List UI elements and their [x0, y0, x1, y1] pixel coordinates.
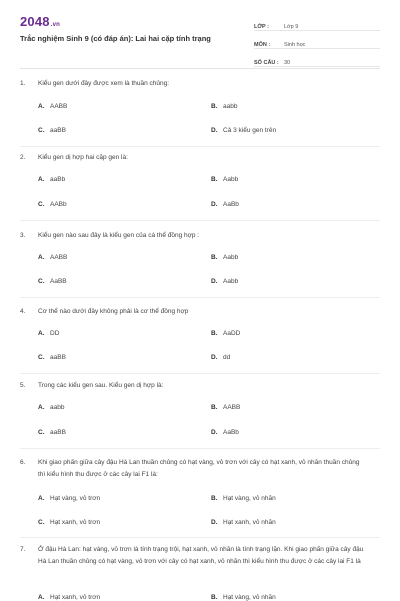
- option-letter: B.: [211, 404, 218, 411]
- option-c[interactable]: [38, 354, 66, 361]
- option-letter: C.: [38, 354, 45, 361]
- option-text: Aabb: [223, 254, 239, 261]
- question-text: [20, 230, 365, 242]
- question-divider: [20, 297, 380, 298]
- option-letter: A.: [38, 176, 45, 183]
- option-text: aabb: [50, 404, 65, 411]
- option-letter: A.: [38, 404, 45, 411]
- option-letter: B.: [211, 176, 218, 183]
- meta-row-count: [254, 52, 380, 67]
- question-divider: [20, 146, 380, 147]
- meta-value-subject: Sinh học: [284, 42, 306, 48]
- question-text: [20, 457, 365, 480]
- question-number: 4.: [20, 308, 26, 315]
- question-text: [20, 306, 365, 318]
- question-text: [20, 544, 365, 567]
- option-b[interactable]: [211, 103, 237, 110]
- option-letter: B.: [211, 594, 218, 601]
- option-b[interactable]: [211, 254, 238, 261]
- option-text: AaDD: [223, 330, 241, 337]
- question-divider: [20, 220, 380, 221]
- question-number: 2.: [20, 154, 26, 161]
- meta-value-count: 30: [284, 60, 291, 66]
- option-text: aabb: [223, 103, 238, 110]
- option-text: AABB: [50, 254, 68, 261]
- question-body: Kiểu gen dưới đây được xem là thuần chủng:: [38, 80, 170, 87]
- option-text: AABB: [50, 103, 68, 110]
- option-text: Hạt xanh, vỏ nhăn: [223, 519, 276, 526]
- option-d[interactable]: [211, 201, 239, 208]
- question-number: 5.: [20, 382, 26, 389]
- question-text: [20, 380, 365, 392]
- meta-row-subject: [254, 34, 380, 49]
- option-letter: C.: [38, 519, 45, 526]
- option-text: Hạt vàng, vỏ trơn: [50, 495, 101, 502]
- option-letter: A.: [38, 495, 45, 502]
- option-letter: D.: [211, 429, 218, 436]
- option-letter: D.: [211, 519, 218, 526]
- document-title: Trắc nghiệm Sinh 9 (có đáp án): Lai hai cặp tính trạng: [20, 34, 211, 43]
- option-b[interactable]: [211, 176, 238, 183]
- option-c[interactable]: [38, 127, 66, 134]
- question-body: Cơ thể nào dưới đây không phải là cơ thể đồng hợp: [38, 308, 189, 315]
- option-text: Hạt xanh, vỏ trơn: [50, 519, 101, 526]
- logo-sub-text: .vn: [50, 22, 61, 28]
- option-d[interactable]: [211, 354, 230, 361]
- option-text: DD: [50, 330, 60, 337]
- option-letter: D.: [211, 278, 218, 285]
- option-a[interactable]: [38, 103, 67, 110]
- option-b[interactable]: [211, 404, 240, 411]
- option-b[interactable]: [211, 495, 276, 502]
- option-letter: A.: [38, 594, 45, 601]
- option-a[interactable]: [38, 495, 100, 502]
- option-a[interactable]: [38, 404, 64, 411]
- option-letter: C.: [38, 127, 45, 134]
- option-d[interactable]: [211, 278, 238, 285]
- option-letter: B.: [211, 330, 218, 337]
- option-letter: B.: [211, 495, 218, 502]
- option-text: Cả 3 kiểu gen trên: [223, 127, 277, 134]
- option-c[interactable]: [38, 429, 66, 436]
- option-a[interactable]: [38, 176, 65, 183]
- option-d[interactable]: [211, 519, 276, 526]
- option-a[interactable]: [38, 254, 67, 261]
- option-letter: D.: [211, 201, 218, 208]
- option-letter: B.: [211, 103, 218, 110]
- option-text: dd: [223, 354, 231, 361]
- option-text: Hạt xanh, vỏ trơn: [50, 594, 101, 601]
- option-c[interactable]: [38, 278, 67, 285]
- question-divider: [20, 537, 380, 538]
- site-logo[interactable]: [20, 14, 60, 29]
- option-c[interactable]: [38, 519, 100, 526]
- question-body: Kiểu gen dị hợp hai cặp gen là:: [38, 154, 128, 161]
- option-text: AABB: [223, 404, 241, 411]
- option-letter: A.: [38, 330, 45, 337]
- question-body: Khi giao phấn giữa cây đậu Hà Lan thuần chủng có hạt vàng, vỏ trơn với cây có hạt xanh, vỏ nhăn thuần chủng thì kiểu hình thu được ở các cây lai F1 là:: [38, 459, 360, 478]
- question-divider: [20, 373, 380, 374]
- option-letter: A.: [38, 103, 45, 110]
- question-number: 7.: [20, 546, 26, 553]
- question-text: [20, 152, 365, 164]
- document-header: [0, 0, 400, 72]
- option-letter: C.: [38, 201, 45, 208]
- option-text: aaBB: [50, 354, 66, 361]
- option-c[interactable]: [38, 201, 67, 208]
- option-text: aaBB: [50, 127, 66, 134]
- option-text: AaBb: [223, 429, 239, 436]
- option-text: Aabb: [223, 176, 239, 183]
- option-letter: C.: [38, 278, 45, 285]
- option-letter: B.: [211, 254, 218, 261]
- option-text: AaBb: [223, 201, 239, 208]
- option-a[interactable]: [38, 330, 59, 337]
- option-d[interactable]: [211, 429, 239, 436]
- question-number: 1.: [20, 80, 26, 87]
- question-body: Kiểu gen nào sau đây là kiểu gen của cá thể đồng hợp :: [38, 232, 200, 239]
- question-number: 3.: [20, 232, 26, 239]
- meta-value-class: Lớp 9: [284, 24, 299, 30]
- question-divider: [20, 448, 380, 449]
- option-letter: A.: [38, 254, 45, 261]
- option-text: aaBb: [50, 176, 66, 183]
- option-letter: C.: [38, 429, 45, 436]
- option-text: Hạt vàng, vỏ nhăn: [223, 495, 276, 502]
- option-b[interactable]: [211, 330, 240, 337]
- option-letter: D.: [211, 127, 218, 134]
- option-letter: D.: [211, 354, 218, 361]
- option-text: Aabb: [223, 278, 239, 285]
- logo-main-text: 2048: [20, 14, 50, 29]
- question-body: Trong các kiểu gen sau. Kiểu gen dị hợp là:: [38, 382, 164, 389]
- question-text: [20, 78, 365, 90]
- document-meta: [254, 16, 380, 70]
- question-number: 6.: [20, 459, 26, 466]
- header-divider: [20, 68, 380, 69]
- option-text: AABb: [50, 201, 67, 208]
- option-d[interactable]: [211, 127, 276, 134]
- meta-key-class: LỚP :: [254, 24, 269, 30]
- meta-key-count: SỐ CÂU :: [254, 60, 279, 66]
- question-body: Ở đậu Hà Lan: hạt vàng, vỏ trơn là tính trạng trội, hạt xanh, vỏ nhăn là tính trạng lặn. Khi giao phấn giữa cây đậu Hà Lan thuần chủng có hạt vàng, vỏ trơn với cây có hạt xanh, vỏ nhăn thì kiểu hình thu được ở các cây lai F1 là: [38, 546, 364, 565]
- option-text: AaBB: [50, 278, 67, 285]
- meta-row-class: [254, 16, 380, 31]
- option-text: Hạt vàng, vỏ nhăn: [223, 594, 276, 601]
- option-text: aaBB: [50, 429, 66, 436]
- meta-key-subject: MÔN :: [254, 42, 271, 48]
